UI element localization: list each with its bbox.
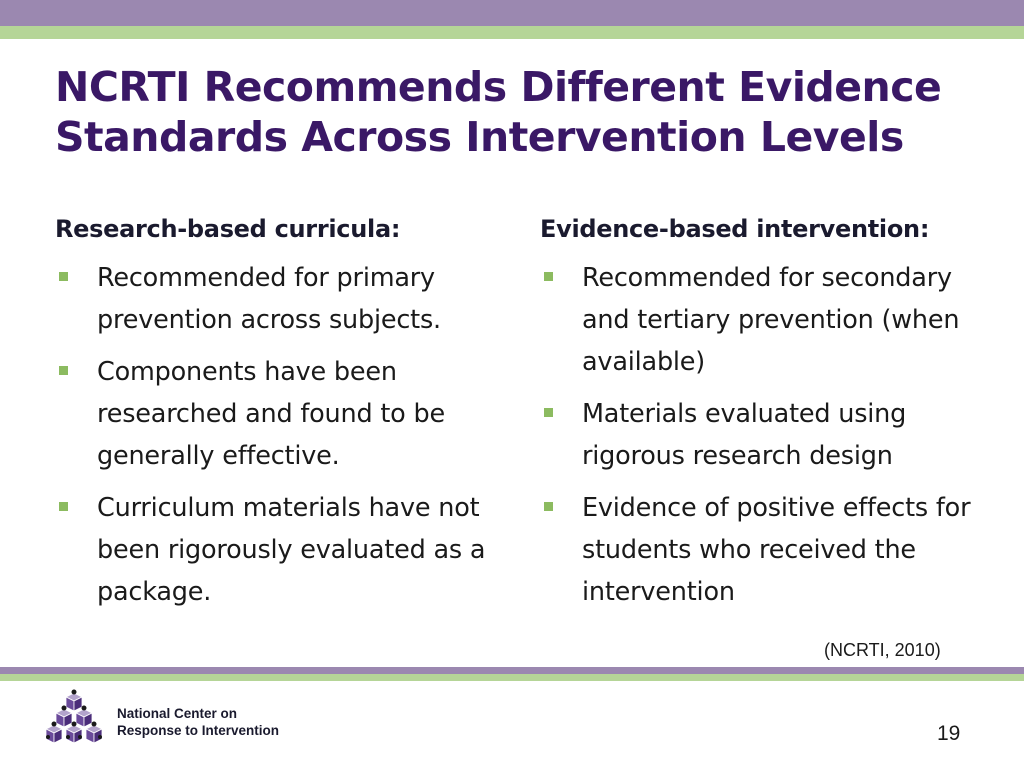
bottom-green-band: [0, 674, 1024, 681]
left-bullet-list: [55, 257, 505, 613]
citation: (NCRTI, 2010): [824, 640, 941, 660]
title-line-1: NCRTI Recommends Different Evidence: [55, 63, 942, 111]
stacked-cubes-logo-icon: [38, 689, 110, 755]
list-item: [55, 351, 505, 477]
bullet-text: Materials evaluated using rigorous research design: [582, 399, 907, 471]
bullet-text: Recommended for secondary and tertiary prevention (when available): [582, 263, 960, 377]
bullet-text: Curriculum materials have not been rigorously evaluated as a package.: [97, 493, 486, 607]
title-line-2: Standards Across Intervention Levels: [55, 113, 904, 161]
list-item: [540, 393, 1000, 477]
org-name-line-1: National Center on: [117, 706, 238, 721]
bullet-text: Recommended for primary prevention across subjects.: [97, 263, 441, 335]
right-column: [540, 213, 1000, 623]
bullet-text: Evidence of positive effects for students who received the intervention: [582, 493, 971, 607]
top-green-band: [0, 26, 1024, 39]
bullet-text: Components have been researched and found to be generally effective.: [97, 357, 445, 471]
list-item: [540, 487, 1000, 613]
list-item: [540, 257, 1000, 383]
slide-title: [55, 62, 1005, 162]
org-name-line-2: Response to Intervention: [117, 723, 280, 738]
square-bullet-icon: [59, 502, 68, 511]
square-bullet-icon: [544, 408, 553, 417]
right-column-heading: Evidence-based intervention:: [540, 215, 930, 243]
bottom-purple-band: [0, 667, 1024, 674]
page-number: 19: [937, 722, 961, 745]
list-item: [55, 487, 505, 613]
square-bullet-icon: [544, 502, 553, 511]
left-column-heading: Research-based curricula:: [55, 215, 401, 243]
square-bullet-icon: [59, 366, 68, 375]
square-bullet-icon: [544, 272, 553, 281]
list-item: [55, 257, 505, 341]
organization-name: [117, 705, 279, 739]
left-column: [55, 213, 505, 623]
right-bullet-list: [540, 257, 1000, 613]
square-bullet-icon: [59, 272, 68, 281]
top-purple-band: [0, 0, 1024, 26]
